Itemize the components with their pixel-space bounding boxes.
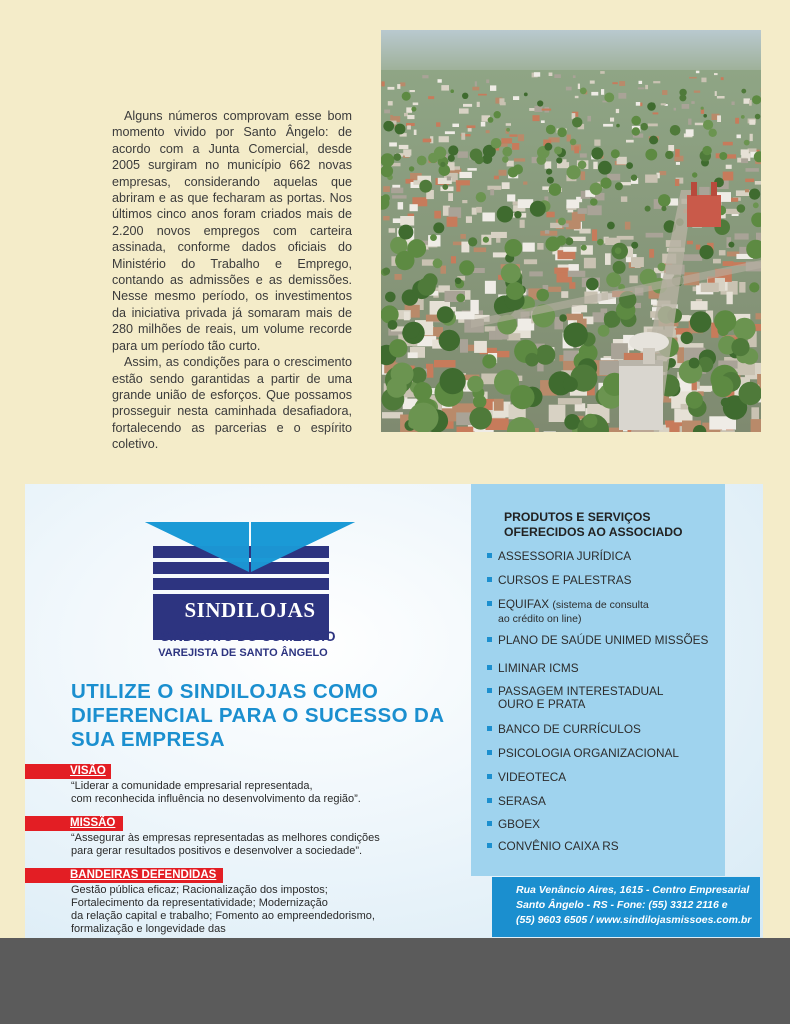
service-item: PSICOLOGIA ORGANIZACIONAL bbox=[487, 747, 717, 760]
address-line-2: Santo Ângelo - RS - Fone: (55) 3312 2116 e bbox=[516, 899, 728, 911]
logo-subtitle-1: SINDICATO DO COMÉRCIO bbox=[160, 629, 336, 644]
missao-label: MISSÃO bbox=[25, 816, 123, 831]
bullet-icon bbox=[487, 843, 492, 848]
services-title: PRODUTOS E SERVIÇOS OFERECIDOS AO ASSOCIADO bbox=[504, 510, 683, 539]
contact-address bbox=[492, 877, 760, 937]
service-item: ASSESSORIA JURÍDICA bbox=[487, 550, 717, 563]
ad-headline: UTILIZE O SINDILOJAS COMO DIFERENCIAL PARA O SUCESSO DA SUA EMPRESA bbox=[71, 680, 444, 751]
bullet-icon bbox=[487, 798, 492, 803]
address-line-1: Rua Venâncio Aires, 1615 - Centro Empresarial bbox=[516, 884, 750, 896]
visao-label: VISÃO bbox=[25, 764, 111, 779]
bottom-overlay-bar bbox=[0, 938, 790, 1024]
bullet-icon bbox=[487, 665, 492, 670]
article-paragraph: Assim, as condições para o crescimento estão sendo garantidas a partir de uma grande união de esforços. Que possamos prosseguir nesta caminhada desafiadora, fortalecendo as parcerias e o espírito coletivo. bbox=[112, 355, 352, 452]
bandeiras-text: Gestão pública eficaz; Racionalização dos impostos; Fortalecimento da representatividade; Modernização da relação capital e trabalho; Fomento ao empreendedorismo, formalização e longevidade das bbox=[71, 884, 375, 935]
article-paragraph: Alguns números comprovam esse bom momento vivido por Santo Ângelo: de acordo com a Junta Comercial, desde 2005 surgiram no município 662 novas empresas, considerando aquelas que abriram e as que fecharam as portas. Nos últimos cinco anos foram criados mais de 2.200 novos empregos com carteira assinada, conforme dados oficiais do Ministério do Trabalho e Emprego, contando as admissões e as demissões. Nesse mesmo período, os investimentos da iniciativa privada já somaram mais de 280 milhões de reais, um volume recorde para um período tão curto. bbox=[112, 109, 352, 353]
missao-text: “Assegurar às empresas representadas as melhores condições para gerar resultados positivos e desenvolver a sociedade”. bbox=[71, 832, 380, 857]
service-item: PLANO DE SAÚDE UNIMED MISSÕES bbox=[487, 634, 717, 647]
address-line-3: (55) 9603 6505 / www.sindilojasmissoes.com.br bbox=[516, 914, 752, 926]
service-item: GBOEX bbox=[487, 818, 717, 831]
service-item: EQUIFAX (sistema de consulta ao crédito on line) bbox=[487, 598, 717, 625]
services-panel bbox=[471, 484, 725, 876]
service-item: LIMINAR ICMS bbox=[487, 662, 717, 675]
bullet-icon bbox=[487, 553, 492, 558]
logo-subtitle-2: VAREJISTA DE SANTO ÂNGELO bbox=[158, 647, 328, 659]
visao-text: “Liderar a comunidade empresarial representada, com reconhecida influência no desenvolvimento da região”. bbox=[71, 780, 361, 805]
service-item: PASSAGEM INTERESTADUAL OURO E PRATA bbox=[487, 685, 717, 710]
logo-wordmark: SINDILOJAS bbox=[184, 598, 316, 622]
article-text bbox=[112, 108, 352, 453]
bullet-icon bbox=[487, 726, 492, 731]
aerial-city-photo bbox=[381, 30, 761, 432]
bullet-icon bbox=[487, 637, 492, 642]
equifax-note: (sistema de consulta ao crédito on line) bbox=[498, 599, 649, 625]
bandeiras-label: BANDEIRAS DEFENDIDAS bbox=[25, 868, 223, 883]
service-item: SERASA bbox=[487, 795, 717, 808]
bullet-icon bbox=[487, 750, 492, 755]
service-item: CURSOS E PALESTRAS bbox=[487, 574, 717, 587]
bullet-icon bbox=[487, 601, 492, 606]
bullet-icon bbox=[487, 688, 492, 693]
service-item: CONVÊNIO CAIXA RS bbox=[487, 840, 717, 853]
sindilojas-advertisement bbox=[25, 484, 763, 944]
bullet-icon bbox=[487, 821, 492, 826]
service-item: BANCO DE CURRÍCULOS bbox=[487, 723, 717, 736]
service-item: VIDEOTECA bbox=[487, 771, 717, 784]
bullet-icon bbox=[487, 577, 492, 582]
bullet-icon bbox=[487, 774, 492, 779]
